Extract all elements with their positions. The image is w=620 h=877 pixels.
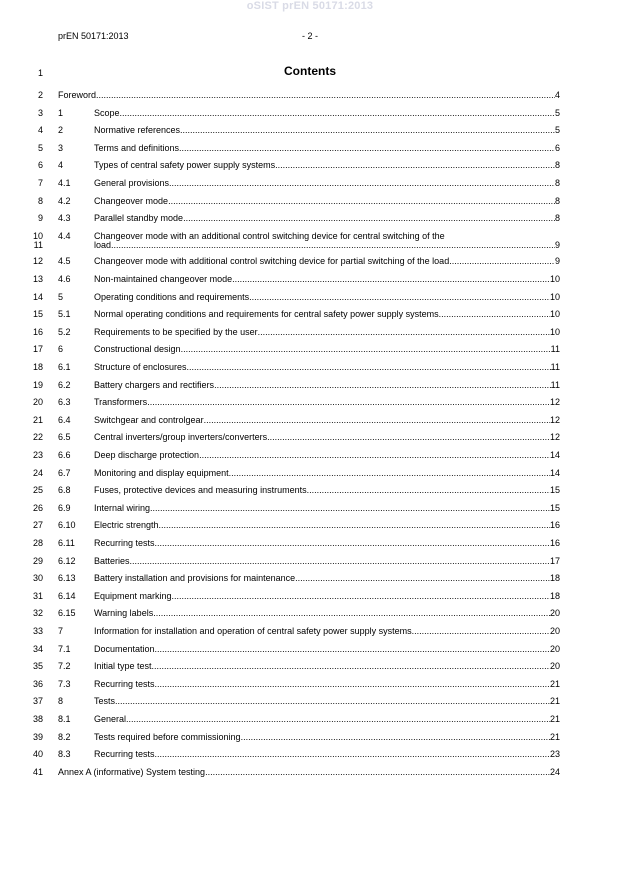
toc-entry-label: Parallel standby mode: [94, 213, 184, 224]
toc-entry-number: 2: [58, 125, 64, 136]
line-number: 18: [32, 362, 43, 372]
toc-entry-label: Foreword: [58, 90, 97, 100]
toc-entry-page: 8: [554, 160, 560, 171]
toc-entry-page: 9: [554, 256, 560, 267]
line-number: 7: [37, 178, 43, 188]
line-number: 30: [32, 573, 43, 584]
toc-entry[interactable]: [58, 178, 560, 191]
toc-entry[interactable]: [58, 644, 560, 657]
toc-entry-number: 6.10: [58, 520, 76, 531]
toc-entry-page: 5: [554, 107, 560, 118]
toc-entry-page: 18: [549, 573, 560, 584]
toc-entry-number: 6.3: [58, 397, 71, 408]
toc-entry[interactable]: [58, 556, 560, 569]
toc-entry-number: 8.2: [58, 731, 71, 742]
line-number: 36: [32, 678, 43, 689]
toc-leader-dots: [155, 538, 550, 548]
toc-entry-page: 15: [549, 502, 560, 513]
toc-entry-number: 4.2: [58, 195, 71, 206]
toc-leader-dots: [179, 143, 555, 153]
line-number: 37: [32, 696, 43, 707]
toc-leader-dots: [241, 732, 550, 742]
toc-entry-page: 12: [549, 414, 560, 425]
line-number: 38: [32, 714, 43, 724]
toc-entry[interactable]: [58, 767, 560, 780]
toc-entry-number: 6.4: [58, 414, 71, 425]
toc-entry-page: 11: [550, 344, 560, 355]
toc-entry-page: 10: [549, 309, 560, 320]
line-number: 4: [37, 125, 43, 136]
toc-entry-label: Equipment marking: [94, 590, 172, 601]
toc-entry-label: Warning labels: [94, 608, 154, 619]
toc-entry-number: 4.4: [58, 230, 71, 241]
line-number: 11: [33, 239, 43, 250]
toc-entry-label: Operating conditions and requirements: [94, 291, 250, 302]
toc-leader-dots: [183, 213, 555, 223]
toc-entry[interactable]: [58, 292, 560, 305]
toc-entry[interactable]: [58, 732, 560, 745]
toc-entry-number: 4.3: [58, 213, 71, 224]
toc-leader-dots: [258, 327, 550, 337]
line-number: 35: [32, 661, 43, 672]
toc-entry[interactable]: [58, 608, 560, 621]
toc-entry-number: 6.13: [58, 573, 76, 584]
page-number: - 2 -: [301, 31, 318, 41]
toc-leader-dots: [155, 679, 550, 689]
toc-leader-dots: [439, 309, 550, 319]
toc-leader-dots: [115, 696, 550, 706]
toc-entry[interactable]: [58, 256, 560, 269]
toc-entry[interactable]: [58, 714, 560, 727]
toc-entry-page: 24: [549, 766, 560, 777]
toc-entry-label: Requirements to be specified by the user: [94, 326, 258, 337]
toc-entry[interactable]: [58, 432, 560, 445]
toc-entry-number: 8.1: [58, 714, 71, 724]
toc-entry-number: 7.3: [58, 678, 71, 689]
toc-entry-page: 21: [549, 696, 560, 707]
toc-entry[interactable]: [58, 125, 560, 138]
toc-entry[interactable]: [58, 213, 560, 226]
toc-entry-number: 4: [58, 160, 64, 171]
toc-leader-dots: [150, 503, 550, 513]
toc-entry-page: 8: [554, 213, 560, 224]
toc-entry-label: General: [94, 714, 127, 724]
toc-leader-dots: [180, 125, 555, 135]
toc-entry-label: Changeover mode: [94, 195, 169, 206]
toc-entry-page: 9: [554, 239, 560, 250]
toc-leader-dots: [232, 274, 550, 284]
toc-entry[interactable]: [58, 679, 560, 692]
toc-entry-number: 6.1: [58, 362, 71, 372]
toc-entry-number: 8: [58, 696, 64, 707]
toc-entry[interactable]: [58, 344, 560, 357]
toc-entry-label: Central inverters/group inverters/converters: [94, 432, 268, 443]
toc-entry-label: Terms and definitions: [94, 142, 180, 153]
line-number: 22: [32, 432, 43, 443]
toc-entry[interactable]: [58, 503, 560, 516]
toc-entry[interactable]: [58, 380, 560, 393]
toc-entry[interactable]: [58, 485, 560, 498]
line-number: 13: [32, 274, 43, 284]
toc-leader-dots: [153, 608, 550, 618]
toc-leader-dots: [307, 485, 550, 495]
document-id: prEN 50171:2013: [58, 31, 129, 41]
toc-entry-page: 21: [549, 731, 560, 742]
toc-entry-page: 8: [554, 195, 560, 206]
toc-entry-page: 20: [549, 608, 560, 619]
toc-entry-page: 11: [550, 362, 560, 372]
toc-leader-dots: [111, 240, 555, 250]
toc-entry-page: 14: [549, 467, 560, 478]
toc-entry-label: Structure of enclosures: [94, 362, 187, 372]
toc-entry[interactable]: [58, 468, 560, 481]
toc-entry-number: 6.6: [58, 450, 71, 460]
toc-entry-label-line1: Changeover mode with an additional control switching device for central switching of the: [94, 230, 445, 241]
toc-entry-number: 4.1: [58, 178, 71, 188]
toc-leader-dots: [204, 415, 550, 425]
line-number: 28: [32, 538, 43, 548]
line-number: 10: [32, 230, 43, 241]
toc-entry-label: Initial type test: [94, 661, 152, 672]
toc-entry-page: 10: [549, 274, 560, 284]
toc-entry-number: 6: [58, 344, 64, 355]
toc-entry-number: 6.7: [58, 467, 71, 478]
toc-entry-page: 15: [549, 485, 560, 496]
toc-entry[interactable]: [58, 661, 560, 674]
toc-entry[interactable]: [58, 327, 560, 340]
toc-leader-dots: [152, 661, 550, 671]
line-number: 16: [32, 326, 43, 337]
toc-entry-page: 12: [549, 432, 560, 443]
toc-entry-label: Battery chargers and rectifiers: [94, 379, 215, 390]
toc-entry[interactable]: [58, 520, 560, 533]
toc-leader-dots: [267, 432, 550, 442]
line-number: 12: [32, 256, 43, 267]
toc-entry[interactable]: [58, 696, 560, 709]
watermark: oSIST prEN 50171:2013: [246, 0, 374, 12]
line-number: 5: [37, 142, 43, 153]
toc-entry-number: 5.1: [58, 309, 71, 320]
toc-entry-label: Types of central safety power supply systems: [94, 160, 276, 171]
toc-entry[interactable]: [58, 108, 560, 121]
toc-leader-dots: [155, 749, 550, 759]
toc-entry-number: 1: [58, 107, 64, 118]
toc-entry-page: 17: [549, 555, 560, 566]
toc-entry-label: Recurring tests: [94, 678, 155, 689]
toc-entry-label: load: [94, 239, 112, 250]
toc-entry-number: 6.9: [58, 502, 71, 513]
toc-entry-label: Tests: [94, 696, 116, 707]
toc-leader-dots: [120, 108, 555, 118]
toc-entry[interactable]: [58, 143, 560, 156]
line-number: 17: [32, 344, 43, 355]
toc-entry-page: 16: [549, 520, 560, 531]
toc-entry-number: 6.14: [58, 590, 76, 601]
toc-leader-dots: [412, 626, 550, 636]
line-number: 29: [32, 555, 43, 566]
toc-entry-number: 6.2: [58, 379, 71, 390]
line-number: 19: [32, 379, 43, 390]
toc-entry-number: 5.2: [58, 326, 71, 337]
toc-entry-label: Internal wiring: [94, 502, 151, 513]
line-number: 8: [37, 195, 43, 206]
toc-leader-dots: [126, 714, 550, 724]
toc-entry-number: 6.15: [58, 608, 76, 619]
toc-entry-page: 4: [554, 90, 560, 100]
toc-entry-page: 6: [554, 142, 560, 153]
toc-entry[interactable]: [58, 230, 560, 253]
toc-entry-number: 4.6: [58, 274, 71, 284]
toc-entry-page: 10: [549, 326, 560, 337]
toc-entry-label: Normative references: [94, 125, 181, 136]
toc-entry-label: General provisions: [94, 178, 170, 188]
toc-leader-dots: [187, 362, 551, 372]
toc-entry-number: 7.2: [58, 661, 71, 672]
toc-leader-dots: [169, 178, 555, 188]
line-number: 3: [37, 107, 43, 118]
toc-entry-label: Recurring tests: [94, 749, 155, 760]
toc-entry-label: Normal operating conditions and requirements for central safety power supply systems: [94, 309, 439, 320]
line-number: 15: [32, 309, 43, 320]
line-number: 39: [32, 731, 43, 742]
toc-entry-label: Tests required before commissioning: [94, 731, 241, 742]
toc-entry-page: 16: [549, 538, 560, 548]
toc-entry-page: 20: [549, 643, 560, 654]
toc-leader-dots: [168, 196, 555, 206]
toc-entry[interactable]: [58, 415, 560, 428]
toc-entry[interactable]: [58, 90, 560, 103]
line-number: 40: [32, 749, 43, 760]
toc-leader-dots: [181, 344, 551, 354]
toc-entry-label: Switchgear and controlgear: [94, 414, 204, 425]
line-number: 31: [32, 590, 43, 601]
toc-entry-label: Electric strength: [94, 520, 159, 531]
toc-entry-number: 8.3: [58, 749, 71, 760]
toc-entry-page: 10: [549, 291, 560, 302]
toc-leader-dots: [249, 292, 550, 302]
toc-entry-page: 12: [549, 397, 560, 408]
toc-entry-number: 6.5: [58, 432, 71, 443]
toc-leader-dots: [96, 90, 555, 100]
toc-entry-number: 6.8: [58, 485, 71, 496]
toc-entry-page: 21: [549, 678, 560, 689]
line-number: 25: [32, 485, 43, 496]
toc-leader-dots: [159, 520, 550, 530]
toc-entry-page: 20: [549, 661, 560, 672]
toc-entry-page: 14: [549, 450, 560, 460]
toc-entry[interactable]: [58, 591, 560, 604]
toc-entry-number: 6.11: [58, 538, 75, 548]
page-title: Contents: [284, 64, 336, 78]
line-number: 33: [32, 626, 43, 636]
toc-entry[interactable]: [58, 274, 560, 287]
toc-leader-dots: [199, 450, 550, 460]
toc-entry-number: 4.5: [58, 256, 71, 267]
toc-leader-dots: [205, 767, 550, 777]
toc-entry-label: Battery installation and provisions for maintenance: [94, 573, 296, 584]
toc-entry-label: Constructional design: [94, 344, 181, 355]
toc-entry-number: 7: [58, 626, 64, 636]
toc-leader-dots: [214, 380, 551, 390]
line-number: 14: [32, 291, 43, 302]
toc-entry[interactable]: [58, 573, 560, 586]
toc-entry-number: 3: [58, 142, 64, 153]
toc-leader-dots: [155, 644, 550, 654]
toc-entry-page: 11: [550, 379, 560, 390]
toc-entry-page: 8: [554, 178, 560, 188]
line-number: 2: [37, 90, 43, 100]
toc-entry-number: 5: [58, 291, 64, 302]
toc-leader-dots: [130, 556, 550, 566]
line-number: 9: [37, 213, 43, 224]
toc-entry-label: Annex A (informative) System testing: [58, 766, 206, 777]
toc-entry-label: Scope: [94, 107, 120, 118]
line-number: 21: [32, 414, 43, 425]
toc-entry-label: Fuses, protective devices and measuring instruments: [94, 485, 307, 496]
toc-entry-page: 5: [554, 125, 560, 136]
line-number: 27: [32, 520, 43, 531]
line-number: 1: [37, 68, 43, 78]
line-number: 32: [32, 608, 43, 619]
line-number: 6: [37, 160, 43, 171]
line-number: 24: [32, 467, 43, 478]
toc-entry-label: Deep discharge protection: [94, 450, 200, 460]
toc-entry-label: Documentation: [94, 643, 155, 654]
line-number: 41: [32, 766, 43, 777]
toc-entry-label: Batteries: [94, 555, 130, 566]
toc-entry-page: 23: [549, 749, 560, 760]
line-number: 34: [32, 643, 43, 654]
toc-leader-dots: [147, 397, 550, 407]
toc-entry[interactable]: [58, 749, 560, 762]
toc-entry-page: 20: [549, 626, 560, 636]
toc-entry-number: 6.12: [58, 555, 76, 566]
line-number: 20: [32, 397, 43, 408]
toc-entry[interactable]: [58, 362, 560, 375]
toc-leader-dots: [172, 591, 550, 601]
toc-entry-label: Information for installation and operation of central safety power supply systems: [94, 626, 412, 636]
toc-entry[interactable]: [58, 397, 560, 410]
line-number: 23: [32, 450, 43, 460]
toc-entry-number: 7.1: [58, 643, 71, 654]
toc-entry[interactable]: [58, 309, 560, 322]
toc-entry-page: 21: [549, 714, 560, 724]
toc-leader-dots: [229, 468, 550, 478]
toc-entry-label: Changeover mode with additional control switching device for partial switching of the load: [94, 256, 450, 267]
toc-leader-dots: [275, 160, 555, 170]
toc-entry[interactable]: [58, 626, 560, 639]
toc-entry-label: Transformers: [94, 397, 148, 408]
toc-entry-label: Non-maintained changeover mode: [94, 274, 233, 284]
toc-leader-dots: [295, 573, 550, 583]
toc-entry[interactable]: [58, 196, 560, 209]
toc-entry-page: 18: [549, 590, 560, 601]
toc-leader-dots: [449, 256, 555, 266]
line-number: 26: [32, 502, 43, 513]
toc-entry[interactable]: [58, 160, 560, 173]
toc-entry-label: Monitoring and display equipment: [94, 467, 229, 478]
toc-entry[interactable]: [58, 450, 560, 463]
toc-entry[interactable]: [58, 538, 560, 551]
toc-entry-label: Recurring tests: [94, 538, 155, 548]
